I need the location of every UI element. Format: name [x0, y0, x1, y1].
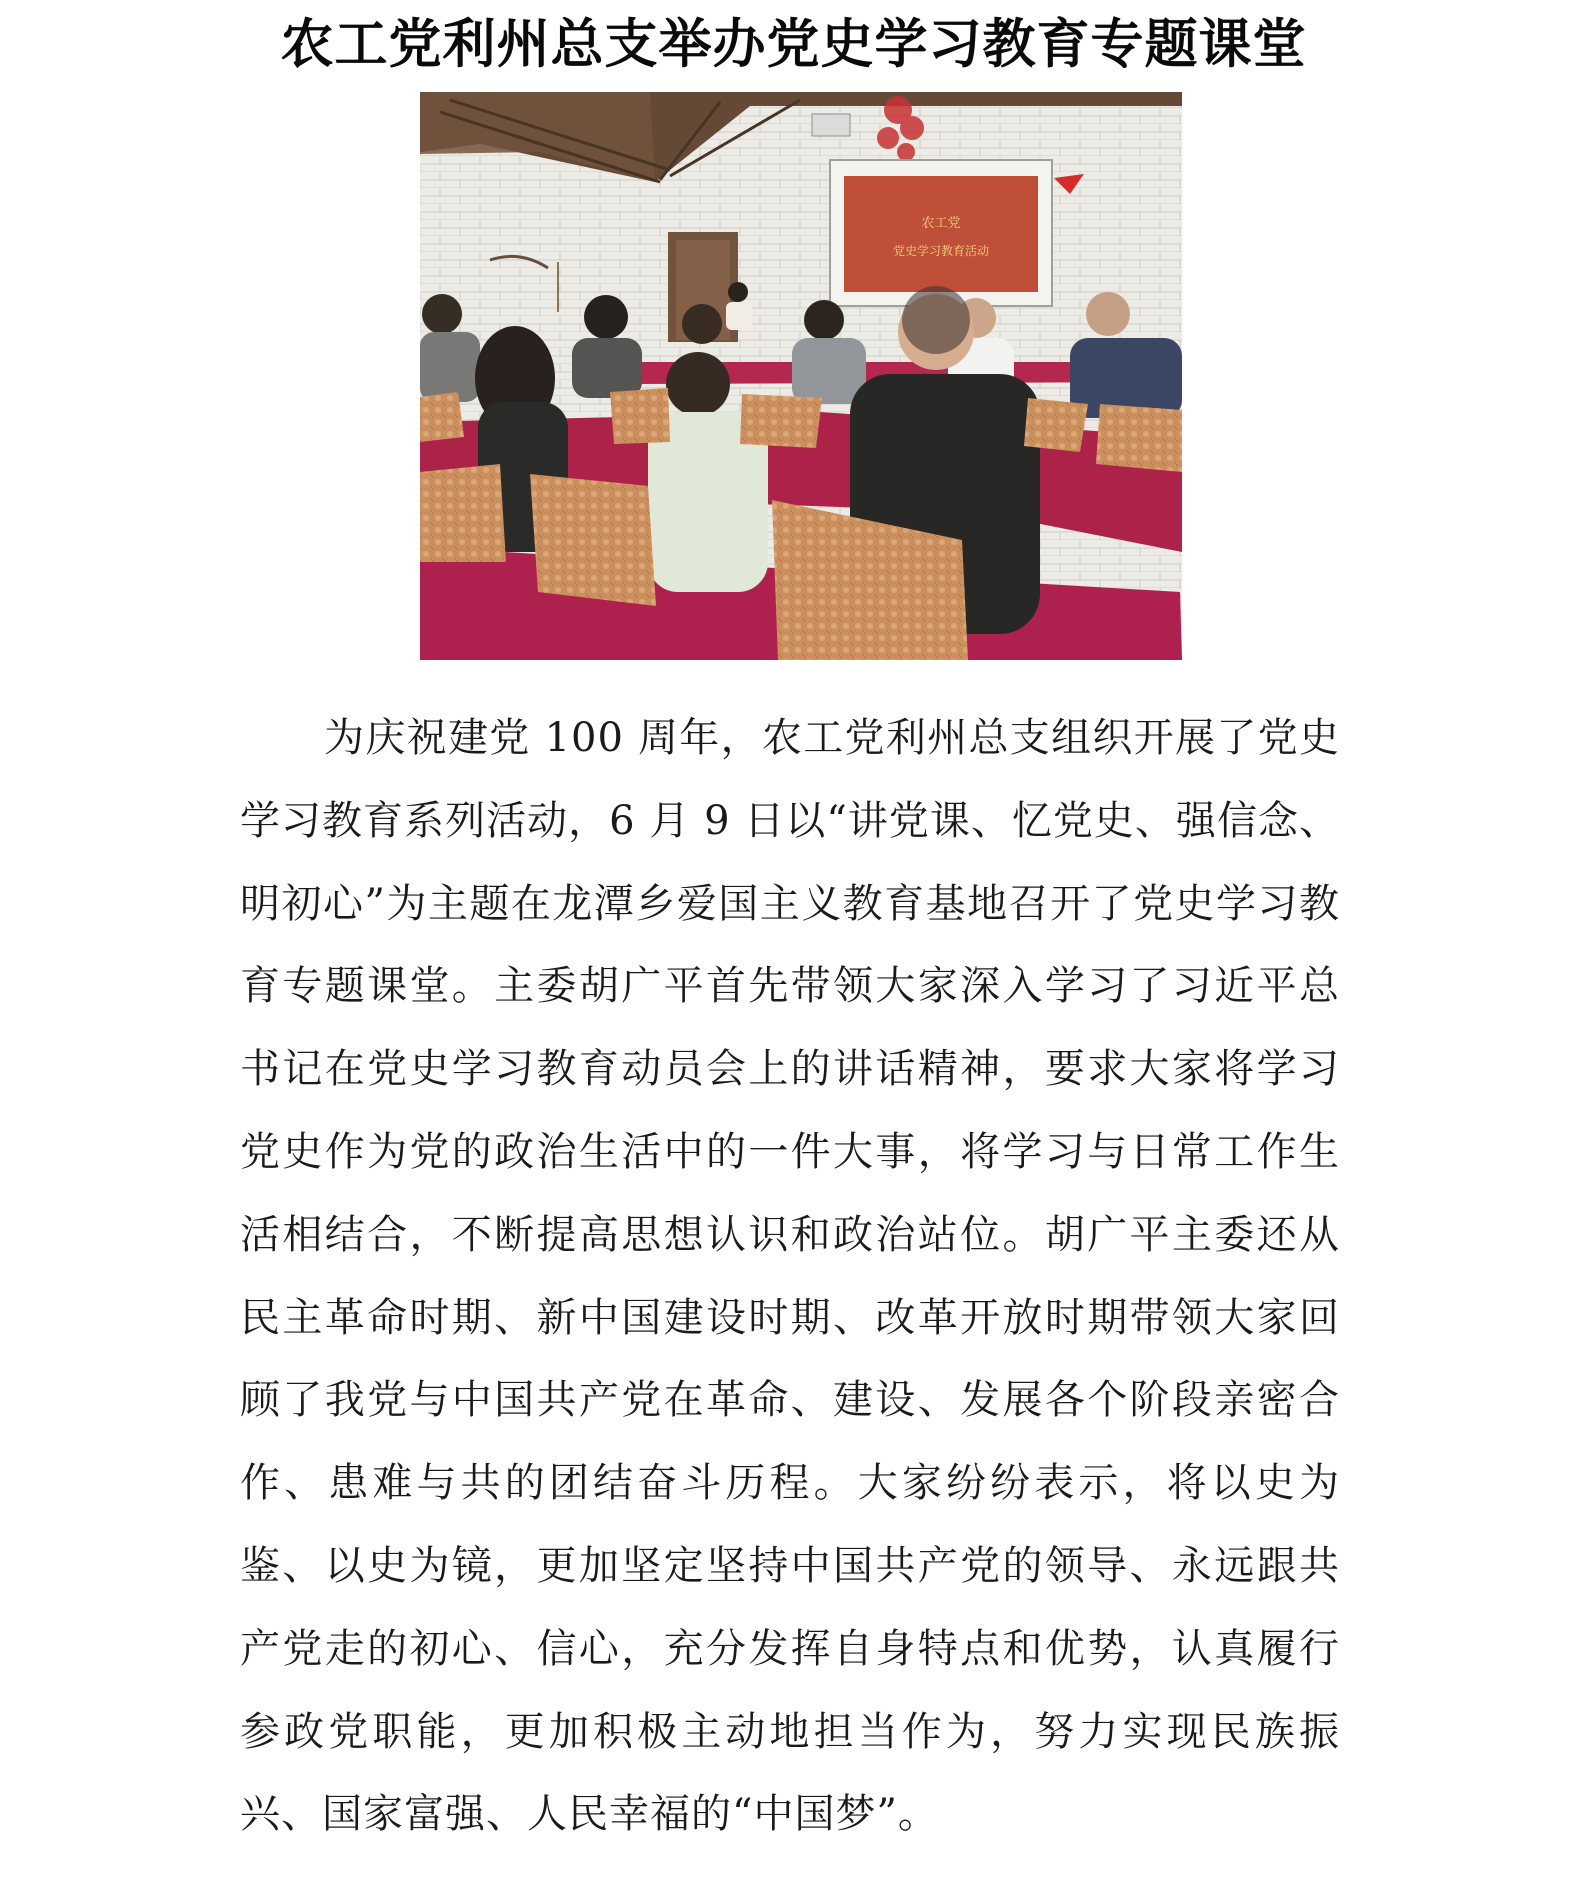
article-body-paragraph: 为庆祝建党 100 周年，农工党利州总支组织开展了党史学习教育系列活动，6 月 9 日以“讲党课、忆党史、强信念、明初心”为主题在龙潭乡爱国主义教育基地召开了党史学习教育专题课堂。主委胡广平首先带领大家深入学习了习近平总书记在党史学习教育动员会上的讲话精神，要求大家将学习党史作为党的政治生活中的一件大事，将学习与日常工作生活相结合，不断提高思想认识和政治站位。胡广平主委还从民主革命时期、新中国建设时期、改革开放时期带领大家回顾了我党与中国共产党在革命、建设、发展各个阶段亲密合作、患难与共的团结奋斗历程。大家纷纷表示，将以史为鉴、以史为镜，更加坚定坚持中国共产党的领导、永远跟共产党走的初心、信心，充分发挥自身特点和优势，认真履行参政党职能，更加积极主动地担当作为，努力实现民族振兴、国家富强、人民幸福的“中国梦”。 [240, 715, 1340, 1838]
article-title: 农工党利州总支举办党史学习教育专题课堂 [280, 13, 1307, 75]
screen-subtitle-text: 党史学习教育活动 [892, 244, 990, 258]
event-photo [420, 92, 1182, 660]
screen-title-text: 农工党 [921, 216, 961, 231]
